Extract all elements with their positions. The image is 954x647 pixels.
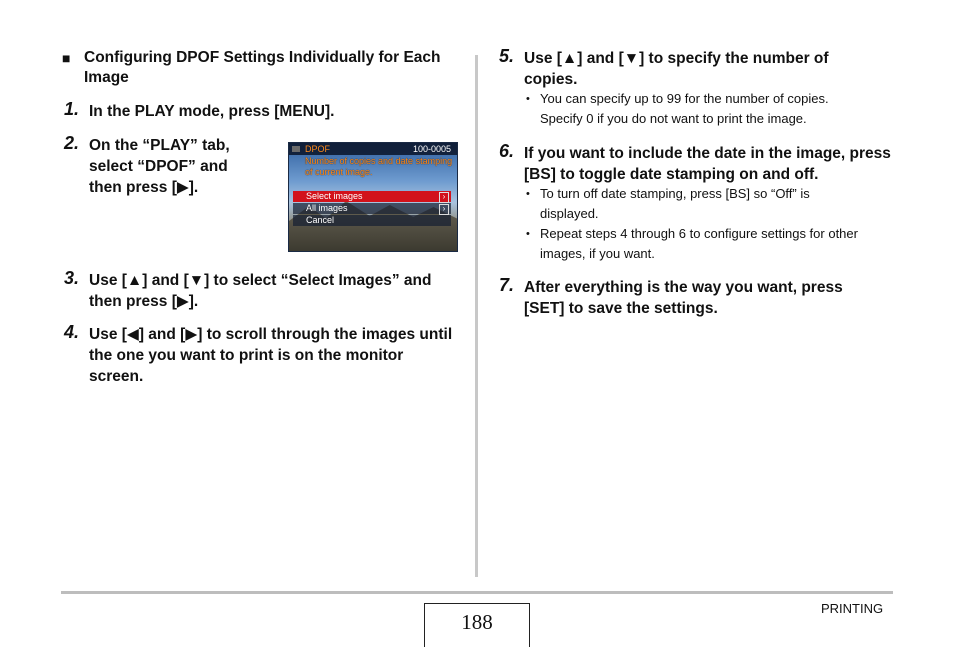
step-6 xyxy=(499,141,896,185)
step-text: If you want to include the date in the image, press [BS] to toggle date stamping on and off. xyxy=(524,145,891,183)
section-marker: ■ xyxy=(62,50,71,66)
camera-screen-image xyxy=(288,142,458,252)
step-5 xyxy=(499,46,874,90)
step-number: 6. xyxy=(499,141,515,161)
section-label: PRINTING xyxy=(821,601,884,616)
list-item: • Repeat steps 4 through 6 to configure settings for other images, if you want. xyxy=(524,224,884,264)
chevron-right-icon: › xyxy=(439,192,449,203)
step-text: After everything is the way you want, press [SET] to save the settings. xyxy=(524,279,843,317)
page-number: 188 xyxy=(424,603,530,647)
section-heading xyxy=(62,48,462,88)
column-divider xyxy=(475,55,478,577)
menu-tab-icon xyxy=(292,146,300,152)
step-number: 3. xyxy=(64,268,80,288)
footer-rule xyxy=(61,591,893,594)
step-5-notes xyxy=(524,89,864,129)
step-text: Use [◀] and [▶] to scroll through the images until the one you want to print is on the monitor screen. xyxy=(89,326,453,385)
step-text: In the PLAY mode, press [MENU]. xyxy=(89,103,335,120)
step-text: Use [▲] and [▼] to select “Select Images” and then press [▶]. xyxy=(89,272,432,310)
screen-title: DPOF xyxy=(305,144,331,154)
step-number: 7. xyxy=(499,275,515,295)
step-7 xyxy=(499,275,884,319)
step-4 xyxy=(64,322,459,387)
step-number: 2. xyxy=(64,133,80,153)
step-text: Use [▲] and [▼] to specify the number of copies. xyxy=(524,50,829,88)
step-6-notes xyxy=(524,184,884,264)
screen-menu-cancel: Cancel xyxy=(293,215,451,226)
screen-message: Number of copies and date stamping of current image. xyxy=(305,156,453,177)
step-text: On the “PLAY” tab, select “DPOF” and then press [▶]. xyxy=(89,137,230,196)
screen-file-number: 100-0005 xyxy=(412,144,451,154)
step-number: 4. xyxy=(64,322,80,342)
step-3 xyxy=(64,268,461,312)
step-2 xyxy=(64,133,259,198)
list-item: • You can specify up to 99 for the number of copies. Specify 0 if you do not want to print the image. xyxy=(524,89,864,129)
step-number: 5. xyxy=(499,46,515,66)
screen-menu-all-images: All images › xyxy=(293,203,451,214)
list-item: • To turn off date stamping, press [BS] so “Off” is displayed. xyxy=(524,184,840,224)
screen-menu-select-images: Select images › xyxy=(293,191,451,202)
step-number: 1. xyxy=(64,99,80,119)
section-title: Configuring DPOF Settings Individually for Each Image xyxy=(84,49,441,86)
chevron-right-icon: › xyxy=(439,204,449,215)
step-1 xyxy=(64,99,459,122)
